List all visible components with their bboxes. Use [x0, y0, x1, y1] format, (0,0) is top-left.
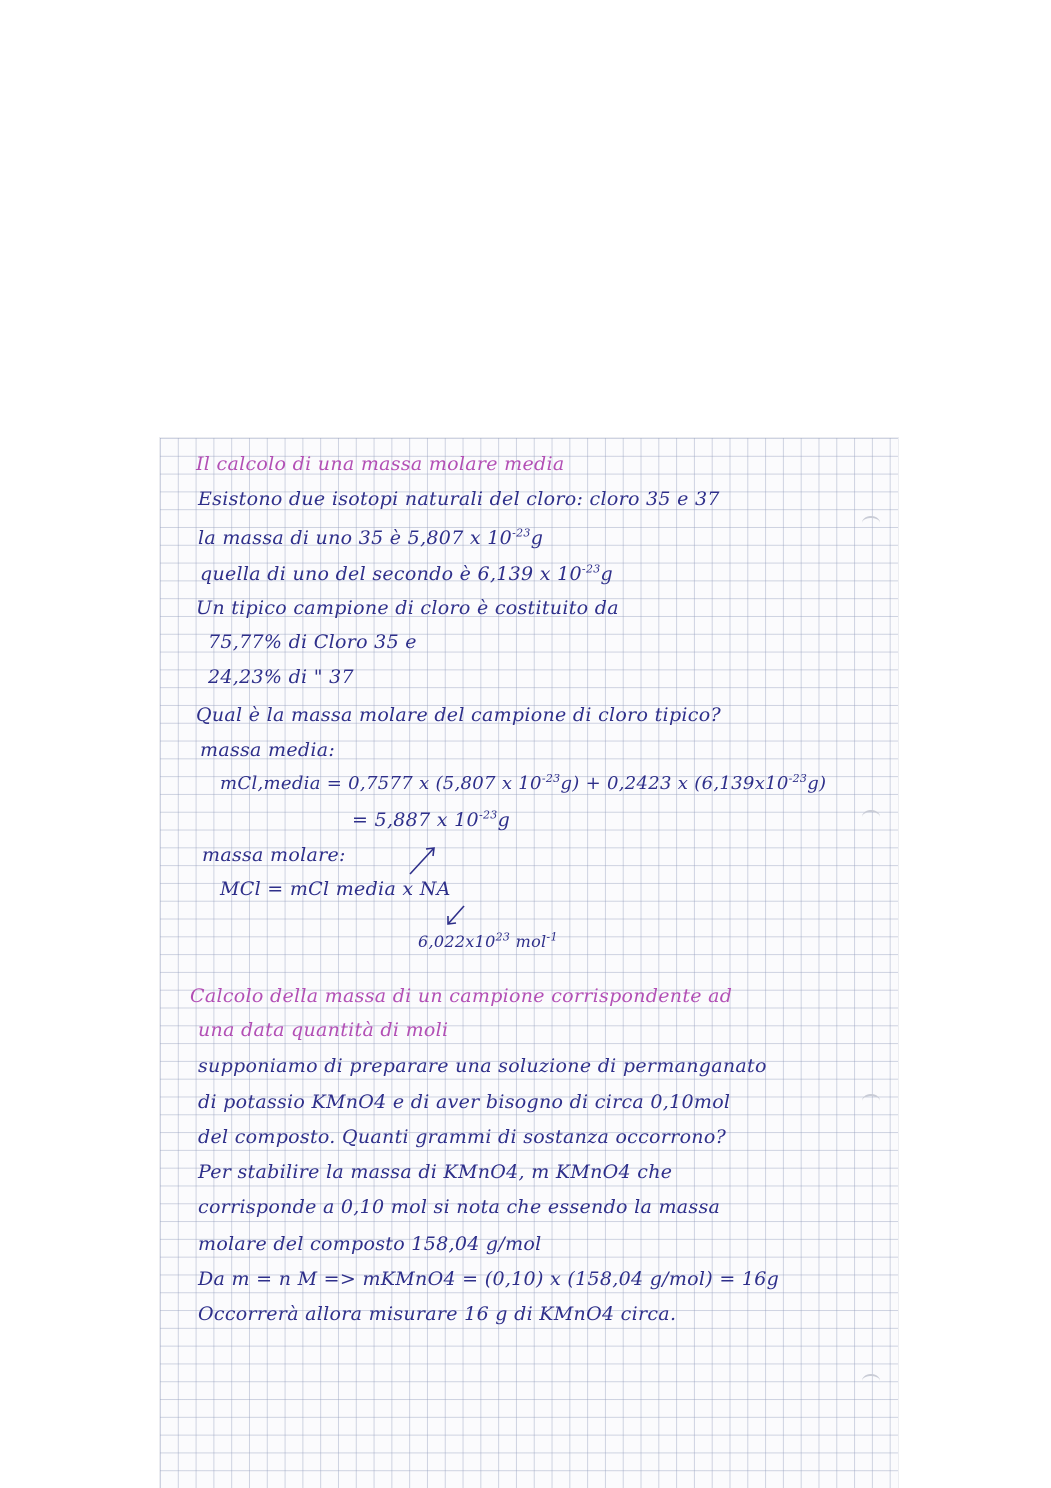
equation-result: = 5,887 x $10^{-23}g$ — [352, 808, 511, 831]
note-line: molare del composto 158,04 g/mol — [198, 1233, 542, 1255]
note-line: del composto. Quanti grammi di sostanza occorrono? — [198, 1126, 727, 1148]
equation-mean-mass: mCl,media = 0,7577 x (5,807 x $10^{-23}g) + 0,2423$ x $(6,139x10^{-23}g)$ — [220, 772, 827, 794]
equation-kmno4-mass: Da m = n M => mKMnO4 = (0,10) x (158,04 g/mol) = 16g — [198, 1268, 780, 1290]
note-line: Un tipico campione di cloro è costituito da — [196, 597, 619, 619]
note-line: quella di uno del secondo è 6,139 x $10^{-23}g$ — [200, 562, 614, 585]
binder-hole-mark — [862, 1374, 880, 1388]
note-line: corrisponde a 0,10 mol si nota che essendo la massa — [198, 1196, 721, 1218]
note-line: massa molare: — [202, 844, 346, 866]
section-title-mass-from-moles-cont: una data quantità di moli — [198, 1019, 449, 1041]
arrow-down-line — [448, 906, 464, 924]
binder-hole-mark — [862, 1094, 880, 1108]
arrow-annotations — [400, 840, 480, 930]
arrow-up-line — [410, 848, 434, 874]
note-line: di potassio KMnO4 e di aver bisogno di circa 0,10mol — [198, 1091, 731, 1113]
note-line: Per stabilire la massa di KMnO4, m KMnO4 che — [198, 1161, 673, 1183]
avogadro-constant: $6,022x10^{23}$ mol$^{-1}$ — [418, 930, 558, 951]
note-line: Qual è la massa molare del campione di cloro tipico? — [196, 704, 721, 726]
note-line: 24,23% di " 37 — [208, 666, 354, 688]
note-line: la massa di uno 35 è 5,807 x $10^{-23}g$ — [198, 526, 544, 549]
section-title-molar-mass: Il calcolo di una massa molare media — [196, 453, 565, 475]
note-line: massa media: — [200, 739, 336, 761]
note-line: 75,77% di Cloro 35 e — [208, 631, 417, 653]
section-title-mass-from-moles: Calcolo della massa di un campione corrispondente ad — [190, 985, 733, 1007]
note-line: Esistono due isotopi naturali del cloro: cloro 35 e 37 — [198, 488, 720, 510]
binder-hole-mark — [862, 810, 880, 824]
note-line: supponiamo di preparare una soluzione di permanganato — [198, 1055, 767, 1077]
equation-molar-mass: MCl = mCl media x NA — [220, 878, 451, 900]
binder-hole-mark — [862, 516, 880, 530]
note-line: Occorrerà allora misurare 16 g di KMnO4 circa. — [198, 1303, 677, 1325]
